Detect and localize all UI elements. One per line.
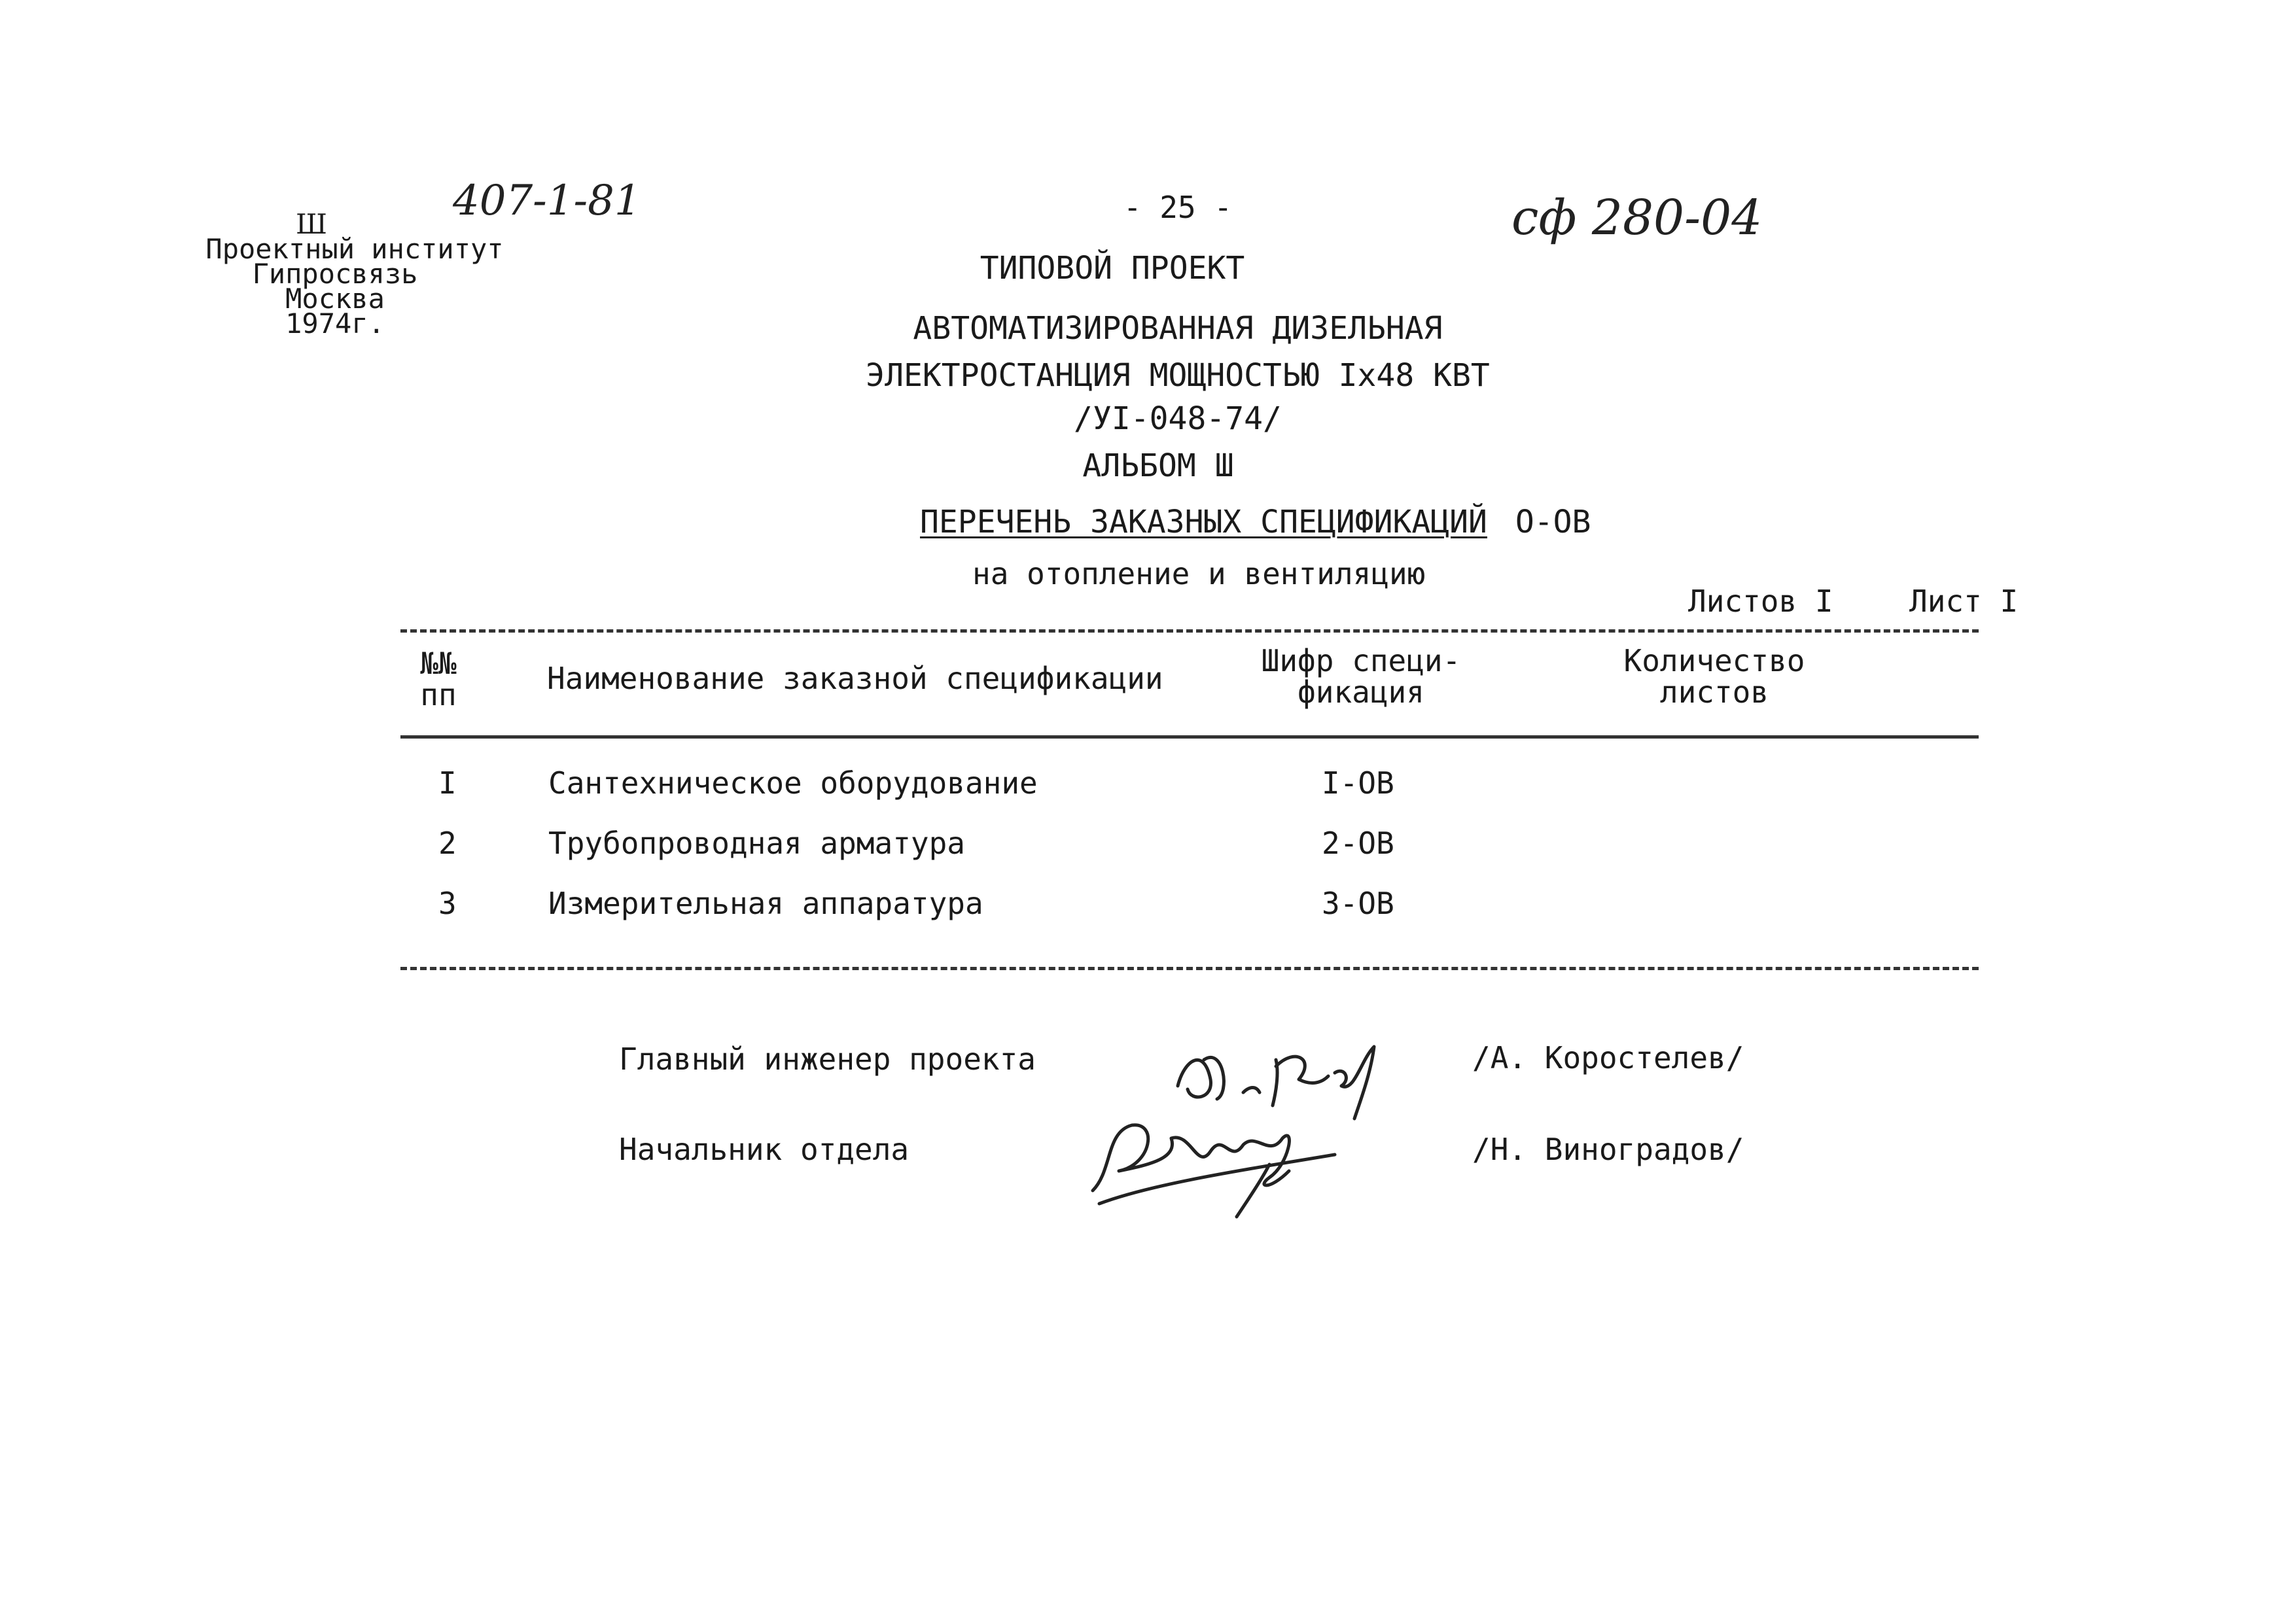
title-line-1: АВТОМАТИЗИРОВАННАЯ ДИЗЕЛЬНАЯ	[913, 310, 1443, 347]
row-3-code: 3-ОВ	[1322, 886, 1394, 921]
list-title	[920, 504, 1591, 540]
album-mark: Ш	[296, 208, 327, 240]
row-3-num: 3	[438, 886, 457, 921]
table-top-rule	[400, 629, 1979, 633]
row-1-num: I	[438, 765, 457, 801]
row-2-num: 2	[438, 826, 457, 861]
table-bottom-rule	[400, 967, 1979, 970]
col-header-num: №№ пп	[420, 646, 457, 712]
project-type: ТИПОВОЙ ПРОЕКТ	[980, 250, 1245, 287]
project-number-handwritten: 407-1-81	[453, 177, 641, 225]
row-3-name: Измерительная аппаратура	[548, 886, 983, 921]
list-title-code: О-ОВ	[1515, 504, 1591, 540]
signature-role-department-head: Начальник отдела	[619, 1132, 910, 1167]
album-label: АЛЬБОМ Ш	[1082, 447, 1234, 484]
institute-line: Гипросвязь	[252, 258, 418, 290]
signature-name-chief-engineer: /А. Коростелев/	[1472, 1040, 1744, 1075]
row-1-code: I-ОВ	[1322, 765, 1394, 801]
project-code: /УI-048-74/	[1074, 400, 1282, 437]
col-header-code: Шифр специ- фикация	[1261, 643, 1461, 710]
page-number: - 25 -	[1123, 190, 1233, 225]
list-title-underlined: ПЕРЕЧЕНЬ ЗАКАЗНЫХ СПЕЦИФИКАЦИЙ	[920, 504, 1487, 540]
title-line-2: ЭЛЕКТРОСТАНЦИЯ МОЩНОСТЬЮ Iх48 КВТ	[866, 357, 1490, 394]
signature-role-chief-engineer: Главный инженер проекта	[619, 1041, 1036, 1077]
signature-name-department-head: /Н. Виноградов/	[1472, 1132, 1744, 1167]
row-2-name: Трубопроводная арматура	[548, 826, 965, 861]
col-header-name: Наименование заказной спецификации	[547, 661, 1163, 696]
signature-scribble-department-head	[1073, 1092, 1348, 1223]
row-2-code: 2-ОВ	[1322, 826, 1394, 861]
col-header-qty: Количество листов	[1623, 643, 1805, 710]
row-1-name: Сантехническое оборудование	[548, 765, 1038, 801]
sheet-number: Лист I	[1909, 584, 2019, 619]
code-handwritten: сф 280-04	[1511, 190, 1763, 246]
institute-line: 1974г.	[285, 307, 385, 340]
sheets-total: Листов I	[1688, 584, 1833, 619]
institute-line: Москва	[285, 283, 385, 315]
table-header-rule	[400, 735, 1979, 739]
list-subtitle: на отопление и вентиляцию	[972, 556, 1426, 591]
institute-line: Проектный институт	[205, 233, 504, 265]
institute-stamp	[185, 233, 525, 340]
